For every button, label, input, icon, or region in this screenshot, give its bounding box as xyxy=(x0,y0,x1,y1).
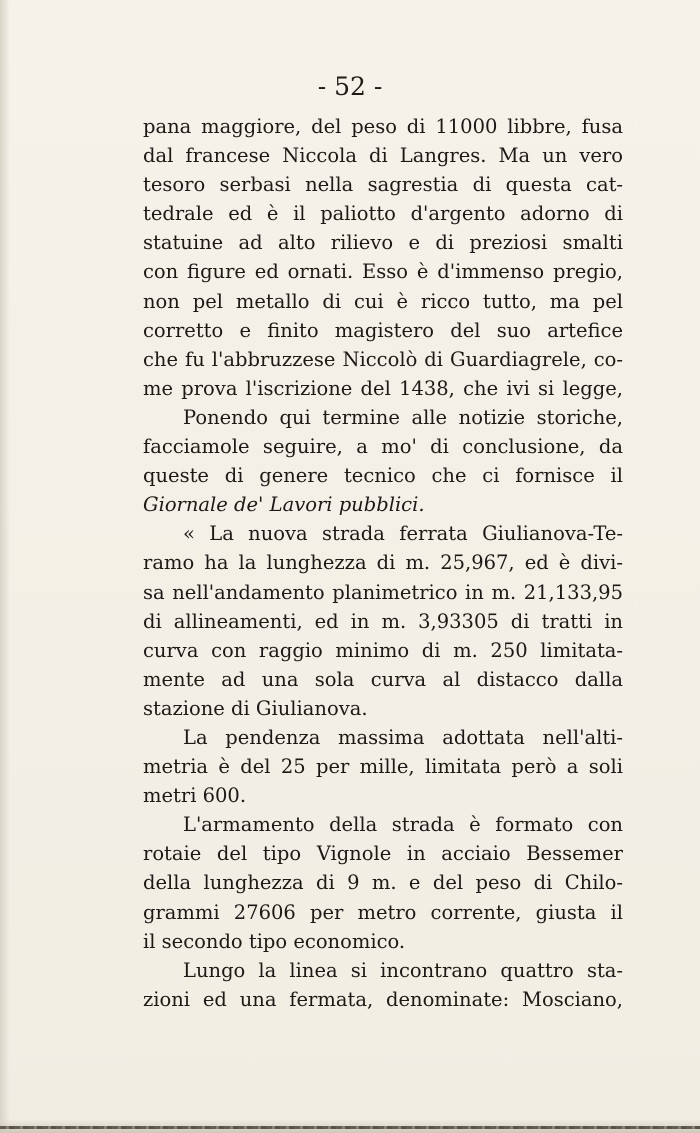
text-line: di allineamenti, ed in m. 3,93305 di tratti in xyxy=(143,609,623,633)
text-line: queste di genere tecnico che ci fornisce il xyxy=(143,464,623,488)
body-text xyxy=(143,112,623,1014)
text-line: tedrale ed è il paliotto d'argento adorno di xyxy=(143,202,623,226)
page-number: - 52 - xyxy=(317,72,383,101)
text-line: stazione di Giulianova. xyxy=(143,696,368,720)
text-line: mente ad una sola curva al distacco dalla xyxy=(143,667,623,691)
text-line: Ponendo qui termine alle notizie storiche, xyxy=(183,405,623,429)
text-line: che fu l'abbruzzese Niccolò di Guardiagrele, co- xyxy=(143,347,623,371)
text-line: dal francese Niccola di Langres. Ma un vero xyxy=(143,144,623,168)
text-line: statuine ad alto rilievo e di preziosi smalti xyxy=(143,231,623,255)
text-line: facciamole seguire, a mo' di conclusione, da xyxy=(143,435,623,459)
text-line: metri 600. xyxy=(143,784,247,808)
text-line: corretto e finito magistero del suo artefice xyxy=(143,318,623,342)
text-line: non pel metallo di cui è ricco tutto, ma pel xyxy=(143,289,623,313)
text-line: « La nuova strada ferrata Giulianova-Te- xyxy=(183,522,623,546)
text-line: grammi 27606 per metro corrente, giusta il xyxy=(143,900,623,924)
text-line: me prova l'iscrizione del 1438, che ivi si legge, xyxy=(143,376,623,400)
text-line: zioni ed una fermata, denominate: Mosciano, xyxy=(143,987,623,1011)
page-bottom-rule xyxy=(0,1126,700,1129)
text-line: L'armamento della strada è formato con xyxy=(183,813,623,837)
text-line: con figure ed ornati. Esso è d'immenso pregio, xyxy=(143,260,623,284)
text-line: rotaie del tipo Vignole in acciaio Bessemer xyxy=(143,842,623,866)
text-line: ramo ha la lunghezza di m. 25,967, ed è divi- xyxy=(143,551,623,575)
text-line: sa nell'andamento planimetrico in m. 21,133,95 xyxy=(143,580,623,604)
text-line: Giornale de' Lavori pubblici. xyxy=(143,493,425,517)
text-line: della lunghezza di 9 m. e del peso di Chilo- xyxy=(143,871,623,895)
text-line: metria è del 25 per mille, limitata però a soli xyxy=(143,755,623,779)
page-left-edge-shadow xyxy=(0,0,10,1133)
text-line: tesoro serbasi nella sagrestia di questa cat- xyxy=(143,173,623,197)
text-line: curva con raggio minimo di m. 250 limitata- xyxy=(143,638,623,662)
text-line: pana maggiore, del peso di 11000 libbre, fusa xyxy=(143,115,623,138)
text-line: Lungo la linea si incontrano quattro sta- xyxy=(183,958,623,982)
text-line: il secondo tipo economico. xyxy=(143,929,406,953)
text-line: La pendenza massima adottata nell'alti- xyxy=(183,725,623,749)
